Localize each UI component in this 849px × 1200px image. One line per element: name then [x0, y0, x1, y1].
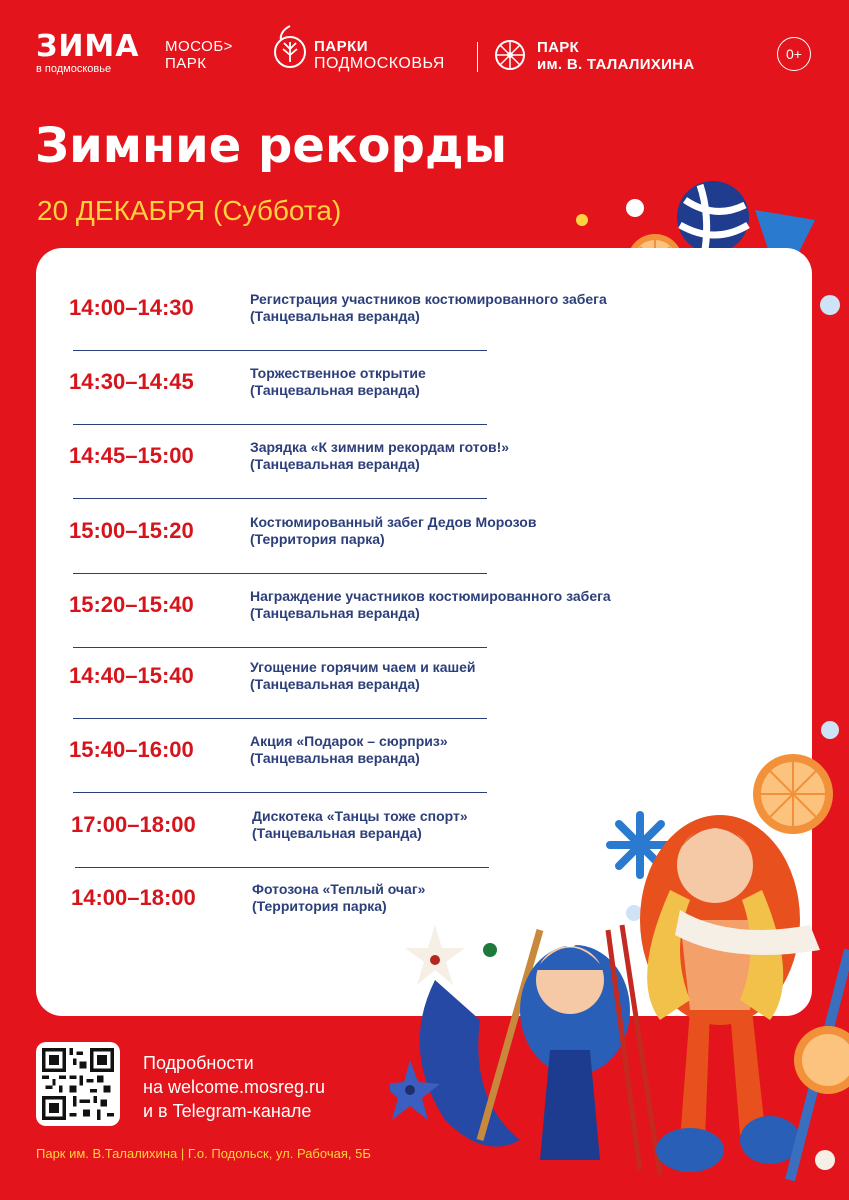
schedule-row — [69, 580, 669, 654]
footer-line1: Подробности — [143, 1053, 254, 1073]
mosobpark-logo — [165, 38, 233, 72]
schedule-row — [69, 283, 669, 357]
schedule-place: (Танцевальная веранда) — [250, 676, 420, 692]
qr-code[interactable] — [36, 1042, 120, 1126]
event-date: 20 ДЕКАБРЯ (Суббота) — [37, 195, 342, 226]
schedule-time: 14:40–15:40 — [69, 663, 194, 688]
schedule-row — [69, 651, 669, 725]
schedule-divider — [73, 498, 487, 499]
page-title: Зимние рекорды — [35, 118, 508, 174]
schedule-description — [250, 514, 650, 548]
ferris-wheel-icon — [493, 38, 527, 72]
park-logo-line2: им. В. ТАЛАЛИХИНА — [537, 56, 695, 73]
schedule-event: Награждение участников костюмированного забега — [250, 588, 611, 604]
schedule-event: Регистрация участников костюмированного забега — [250, 291, 607, 307]
schedule-time: 14:00–18:00 — [71, 885, 196, 910]
zima-logo-subtitle: в подмосковье — [36, 63, 112, 75]
schedule-place: (Территория парка) — [252, 898, 387, 914]
schedule-row — [69, 357, 669, 431]
schedule-row — [69, 506, 669, 580]
footer-link-telegram[interactable]: и в Telegram-канале — [143, 1101, 312, 1121]
schedule-description — [250, 588, 650, 622]
schedule-divider — [73, 573, 487, 574]
schedule-event: Торжественное открытие — [250, 365, 426, 381]
parks-logo-line2: ПОДМОСКОВЬЯ — [314, 55, 445, 72]
footer-link-website[interactable]: на welcome.mosreg.ru — [143, 1077, 326, 1097]
schedule-time: 15:40–16:00 — [69, 737, 194, 762]
schedule-place: (Танцевальная веранда) — [252, 825, 422, 841]
schedule-description — [250, 365, 650, 399]
footer-info — [143, 1051, 325, 1123]
schedule-description — [250, 439, 650, 473]
schedule-place: (Танцевальная веранда) — [250, 308, 420, 324]
schedule-row — [69, 431, 669, 505]
schedule-divider — [73, 350, 487, 351]
schedule-time: 14:45–15:00 — [69, 443, 194, 468]
schedule-description — [250, 291, 650, 325]
parks-logo-line1: ПАРКИ — [314, 38, 369, 55]
schedule-time: 15:20–15:40 — [69, 592, 194, 617]
qr-code-image — [42, 1048, 114, 1120]
schedule-event: Костюмированный забег Дедов Морозов — [250, 514, 537, 530]
schedule-event: Зарядка «К зимним рекордам готов!» — [250, 439, 510, 455]
mosobpark-logo-line2: ПАРК — [165, 55, 207, 72]
age-rating-badge: 0+ — [777, 37, 811, 71]
schedule-place: (Танцевальная веранда) — [250, 750, 420, 766]
schedule-description — [250, 659, 650, 693]
schedule-divider — [73, 424, 487, 425]
schedule-divider — [73, 647, 487, 648]
schedule-event: Угощение горячим чаем и кашей — [250, 659, 476, 675]
talalikhin-park-logo — [537, 39, 694, 73]
winter-characters-illustration — [390, 720, 849, 1200]
header-divider — [477, 42, 478, 72]
zima-logo — [36, 29, 140, 75]
parks-podmoskovya-logo — [314, 38, 445, 72]
schedule-time: 14:00–14:30 — [69, 295, 194, 320]
schedule-event: Акция «Подарок – сюрприз» — [250, 733, 448, 749]
schedule-time: 15:00–15:20 — [69, 518, 194, 543]
schedule-divider — [73, 718, 487, 719]
zima-logo-title: ЗИМА — [36, 29, 140, 64]
schedule-event: Дискотека «Танцы тоже спорт» — [252, 808, 468, 824]
schedule-time: 17:00–18:00 — [71, 812, 196, 837]
park-address: Парк им. В.Талалихина | Г.о. Подольск, ул. Рабочая, 5Б — [36, 1146, 371, 1161]
schedule-event: Фотозона «Теплый очаг» — [252, 881, 426, 897]
mosobpark-logo-line1: МОСОБ> — [165, 38, 233, 55]
park-logo-line1: ПАРК — [537, 39, 579, 56]
tree-icon — [272, 22, 308, 72]
schedule-time: 14:30–14:45 — [69, 369, 194, 394]
schedule-place: (Территория парка) — [250, 531, 385, 547]
schedule-place: (Танцевальная веранда) — [250, 382, 420, 398]
schedule-place: (Танцевальная веранда) — [250, 456, 420, 472]
header — [0, 22, 849, 92]
schedule-place: (Танцевальная веранда) — [250, 605, 420, 621]
